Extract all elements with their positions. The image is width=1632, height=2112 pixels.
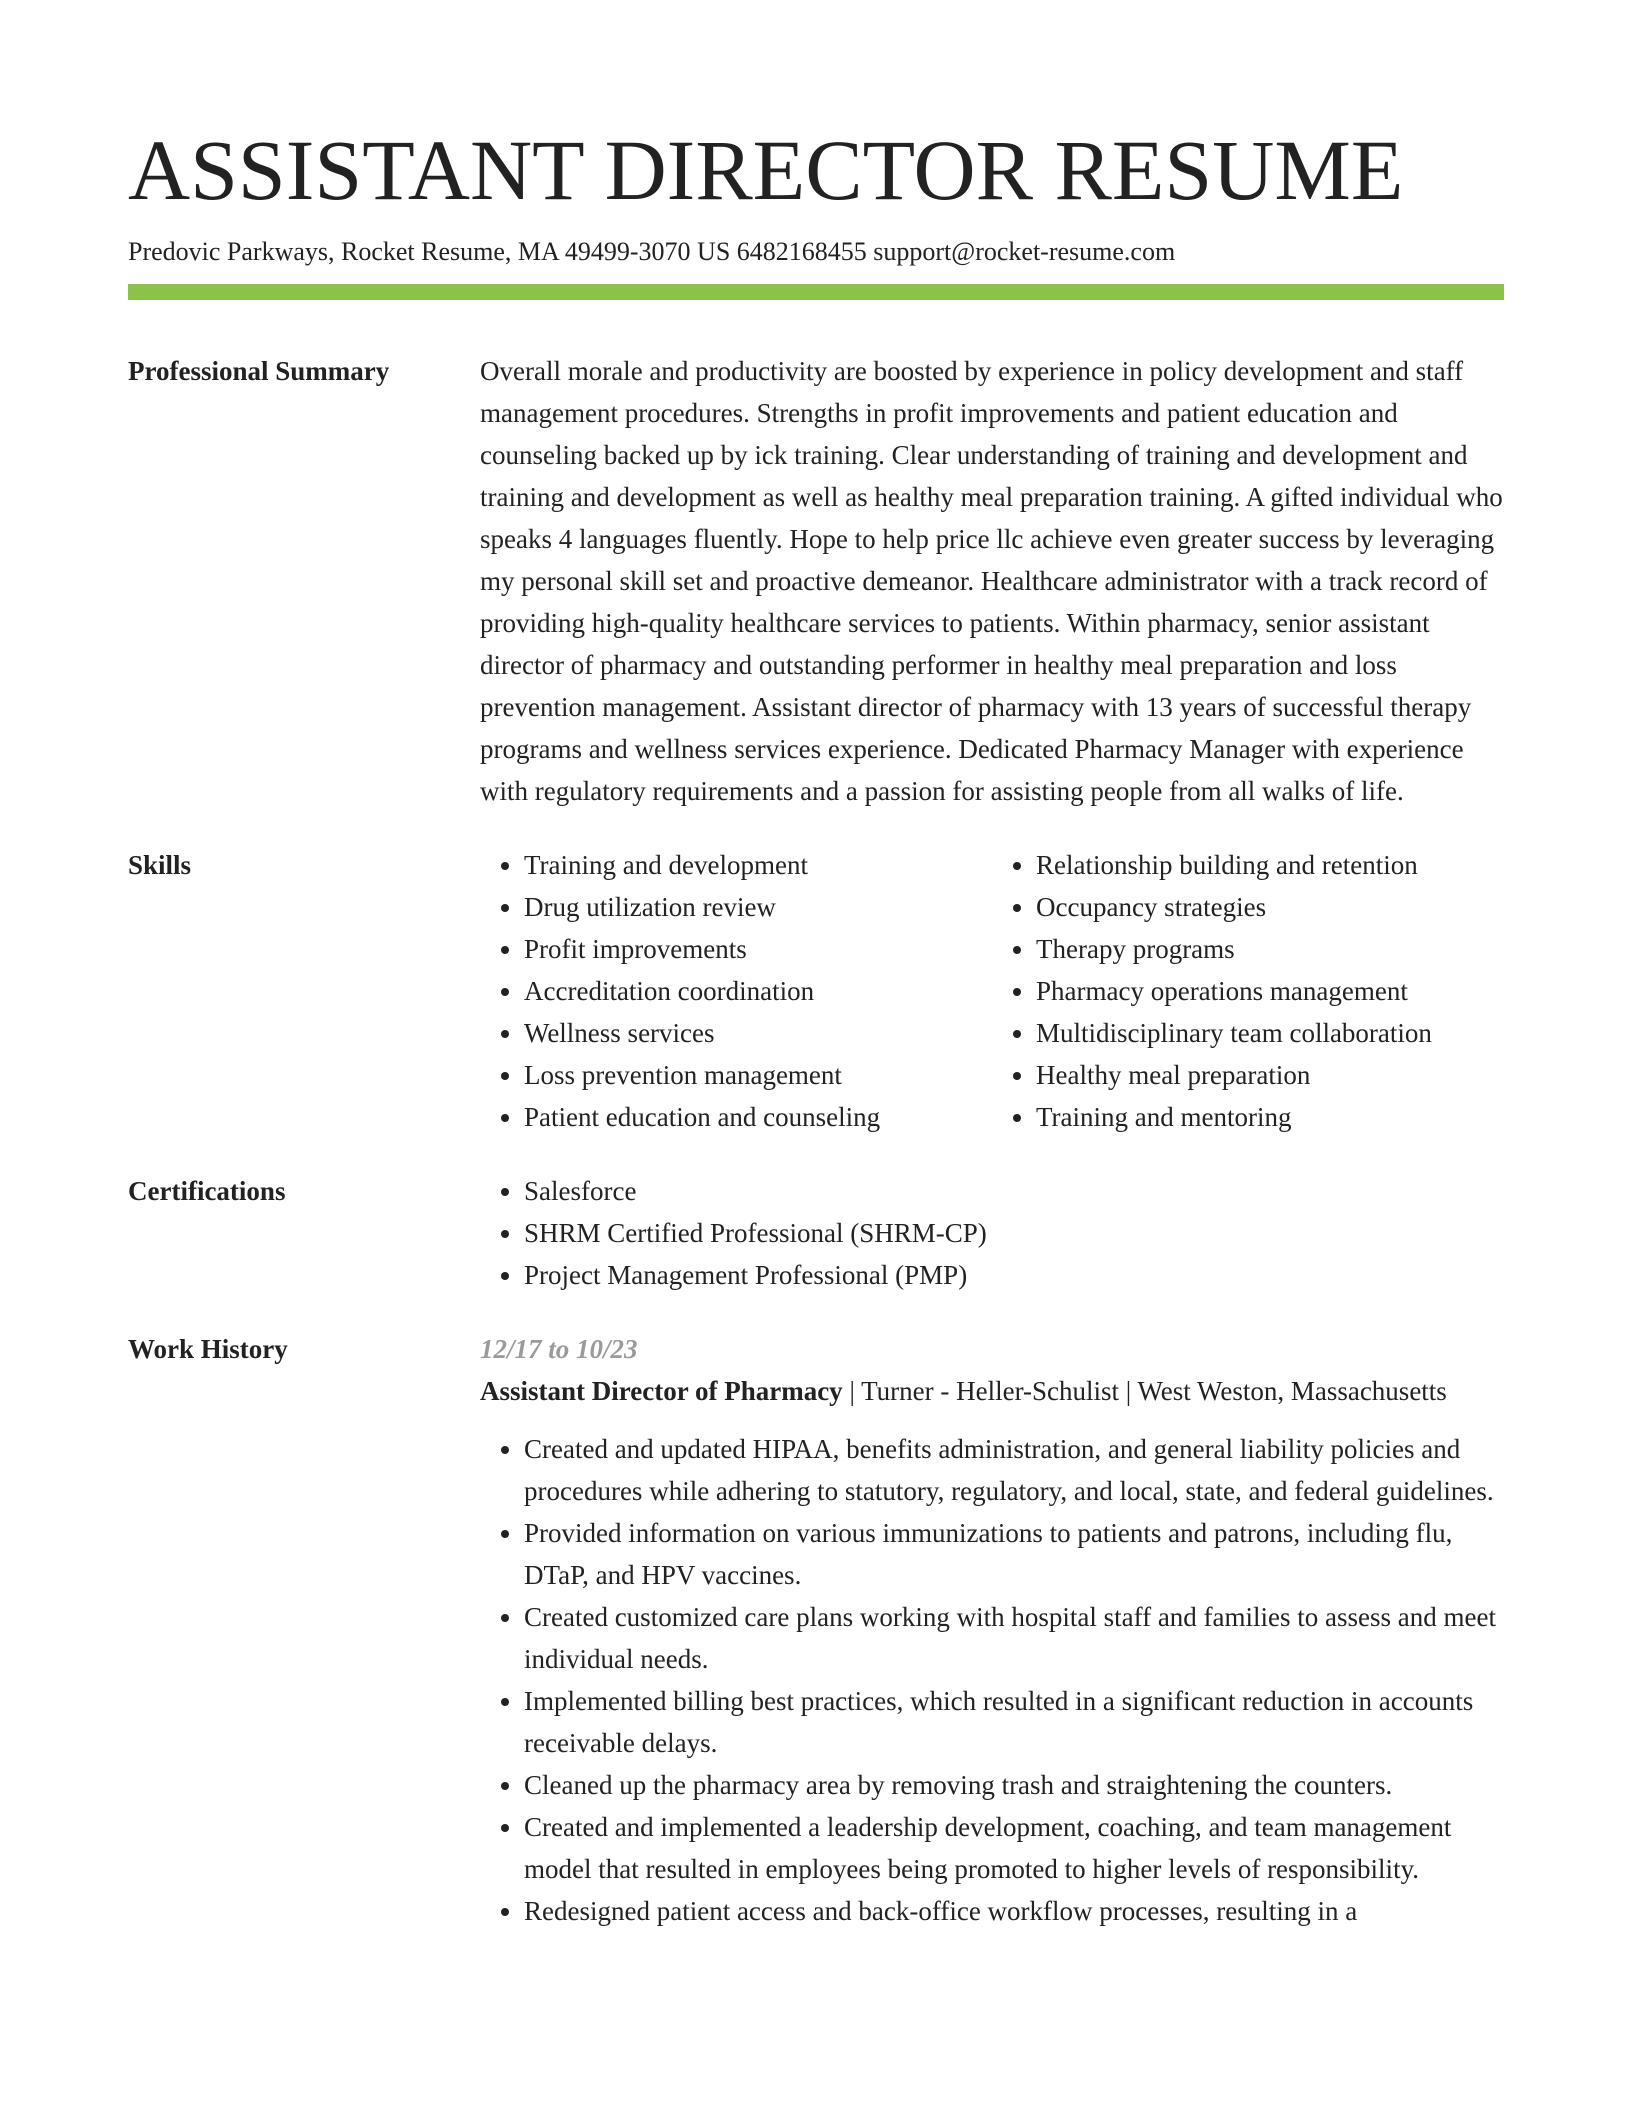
skills-list-right — [992, 844, 1504, 1138]
skill-item: • Training and mentoring — [1036, 1096, 1504, 1138]
section-label-certifications: Certifications — [128, 1176, 286, 1206]
certifications-section — [128, 1170, 1504, 1296]
job-responsibility: • Created and implemented a leadership development, coaching, and team management model that resulted in employees being promoted to higher levels of responsibility. — [524, 1806, 1504, 1890]
summary-text: Overall morale and productivity are boosted by experience in policy development and staff management procedures. Strengths in profit improvements and patient education and counseling backed up by ick training. Clear understanding of training and development and training and development as well as healthy meal preparation training. A gifted individual who speaks 4 languages fluently. Hope to help price llc achieve even greater success by leveraging my personal skill set and proactive demeanor. Healthcare administrator with a track record of providing high-quality healthcare services to patients. Within pharmacy, senior assistant director of pharmacy and outstanding performer in healthy meal preparation and loss prevention management. Assistant director of pharmacy with 13 years of successful therapy programs and wellness services experience. Dedicated Pharmacy Manager with experience with regulatory requirements and a passion for assisting people from all walks of life. — [480, 356, 1503, 806]
job-title: Assistant Director of Pharmacy — [480, 1376, 843, 1406]
resume-page — [128, 0, 1504, 1932]
skill-item: • Drug utilization review — [524, 886, 992, 928]
job-responsibility: • Redesigned patient access and back-office workflow processes, resulting in a — [524, 1890, 1504, 1932]
job-responsibility: • Cleaned up the pharmacy area by removing trash and straightening the counters. — [524, 1764, 1504, 1806]
certification-item: • Project Management Professional (PMP) — [524, 1254, 1504, 1296]
professional-summary-section — [128, 350, 1504, 812]
skills-list-left — [480, 844, 992, 1138]
skill-item: • Accreditation coordination — [524, 970, 992, 1012]
skill-item: • Wellness services — [524, 1012, 992, 1054]
skill-item: • Patient education and counseling — [524, 1096, 992, 1138]
job-responsibilities-list — [480, 1428, 1504, 1932]
skill-item: • Multidisciplinary team collaboration — [1036, 1012, 1504, 1054]
certification-item: • Salesforce — [524, 1170, 1504, 1212]
job-dates: 12/17 to 10/23 — [480, 1334, 638, 1364]
job-title-line — [480, 1370, 1504, 1412]
skill-item: • Healthy meal preparation — [1036, 1054, 1504, 1096]
job-responsibility: • Provided information on various immunizations to patients and patrons, including flu, DTaP, and HPV vaccines. — [524, 1512, 1504, 1596]
skill-item: • Occupancy strategies — [1036, 886, 1504, 928]
skill-item: • Loss prevention management — [524, 1054, 992, 1096]
section-label-work-history: Work History — [128, 1334, 288, 1364]
skill-item: • Pharmacy operations management — [1036, 970, 1504, 1012]
section-label-skills: Skills — [128, 850, 192, 880]
skill-item: • Therapy programs — [1036, 928, 1504, 970]
certification-item: • SHRM Certified Professional (SHRM-CP) — [524, 1212, 1504, 1254]
skill-item: • Profit improvements — [524, 928, 992, 970]
job-responsibility: • Implemented billing best practices, which resulted in a significant reduction in accounts receivable delays. — [524, 1680, 1504, 1764]
job-responsibility: • Created and updated HIPAA, benefits administration, and general liability policies and procedures while adhering to statutory, regulatory, and local, state, and federal guidelines. — [524, 1428, 1504, 1512]
skill-item: • Relationship building and retention — [1036, 844, 1504, 886]
section-label-professional-summary: Professional Summary — [128, 356, 390, 386]
work-history-section — [128, 1328, 1504, 1932]
skills-section — [128, 844, 1504, 1138]
resume-title: ASSISTANT DIRECTOR RESUME — [128, 122, 1404, 218]
skill-item: • Training and development — [524, 844, 992, 886]
accent-divider — [128, 284, 1504, 300]
contact-info: Predovic Parkways, Rocket Resume, MA 49499-3070 US 6482168455 support@rocket-resume.com — [128, 237, 1176, 266]
job-employer-location: | Turner - Heller-Schulist | West Weston, Massachusetts — [842, 1376, 1447, 1406]
job-responsibility: • Created customized care plans working with hospital staff and families to assess and meet individual needs. — [524, 1596, 1504, 1680]
job-entry — [480, 1328, 1504, 1932]
certifications-list — [480, 1170, 1504, 1296]
